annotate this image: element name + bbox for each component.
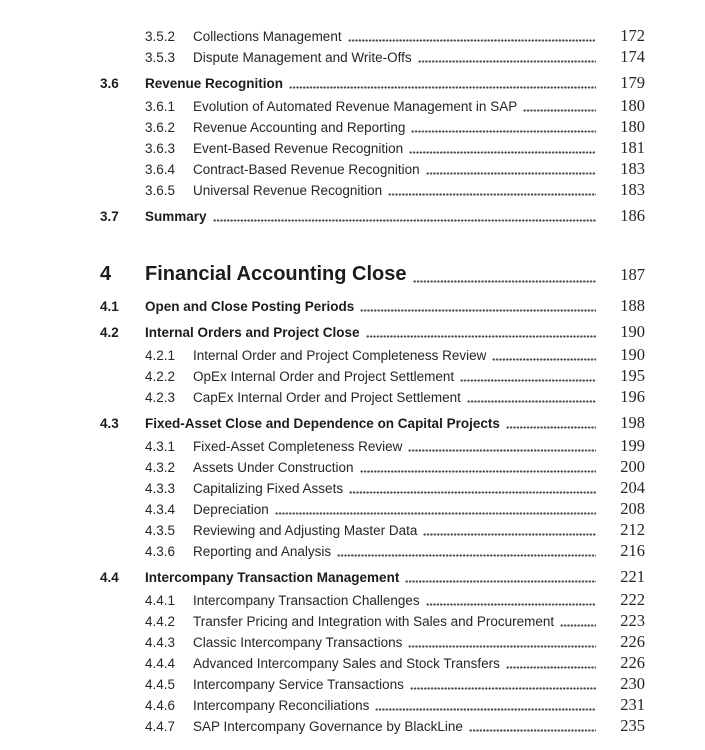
toc-entry-title: Universal Revenue Recognition <box>193 183 383 198</box>
toc-entry-title: Revenue Accounting and Reporting <box>193 120 406 135</box>
toc-entry-page: 226 <box>620 632 645 651</box>
toc-entry-number: 4.3.3 <box>145 481 176 496</box>
toc-entry-page: 183 <box>620 180 645 199</box>
dot-leader <box>348 39 596 42</box>
toc-entry-title: Fixed-Asset Completeness Review <box>193 439 403 454</box>
toc-entry-title: Fixed-Asset Close and Dependence on Capital Projects <box>145 416 500 431</box>
toc-entry-page: 188 <box>620 296 645 315</box>
toc-entry-4-3[interactable] <box>100 412 645 433</box>
toc-entry-title: Internal Order and Project Completeness Review <box>193 348 487 363</box>
toc-entry-number: 4.4 <box>100 570 119 585</box>
dot-leader <box>560 624 596 627</box>
toc-entry-4-2-3[interactable] <box>100 386 645 407</box>
toc-entry-4-2-2[interactable] <box>100 365 645 386</box>
dot-leader <box>413 280 596 283</box>
toc-entry-4-4[interactable] <box>100 566 645 587</box>
toc-entry-4-3-5[interactable] <box>100 519 645 540</box>
toc-entry-title: Depreciation <box>193 502 269 517</box>
toc-entry-4-4-7[interactable] <box>100 715 645 736</box>
toc-entry-title: Reviewing and Adjusting Master Data <box>193 523 418 538</box>
toc-entry-3-6-1[interactable] <box>100 95 645 116</box>
toc-entry-title: Financial Accounting Close <box>145 263 407 285</box>
toc-entry-page: 208 <box>620 499 645 518</box>
toc-entry-page: 181 <box>620 138 645 157</box>
toc-entry-title: Event-Based Revenue Recognition <box>193 141 404 156</box>
toc-entry-title: Intercompany Transaction Management <box>145 570 400 585</box>
dot-leader <box>467 400 596 403</box>
toc-entry-number: 3.6 <box>100 76 119 91</box>
toc-entry-3-6-2[interactable] <box>100 116 645 137</box>
toc-entry-number: 4.4.5 <box>145 677 176 692</box>
dot-leader <box>411 130 596 133</box>
toc-entry-page: 235 <box>620 716 645 735</box>
toc-entry-title: Advanced Intercompany Sales and Stock Transfers <box>193 656 500 671</box>
toc-entry-page: 198 <box>620 413 645 432</box>
dot-leader <box>405 580 596 583</box>
dot-leader <box>337 554 596 557</box>
dot-leader <box>408 449 596 452</box>
toc-entry-4-4-2[interactable] <box>100 610 645 631</box>
toc-entry-number: 4.3.2 <box>145 460 176 475</box>
dot-leader <box>275 512 596 515</box>
toc-entry-4-4-1[interactable] <box>100 589 645 610</box>
table-of-contents <box>100 25 645 736</box>
toc-entry-title: Classic Intercompany Transactions <box>193 635 403 650</box>
toc-entry-page: 204 <box>620 478 645 497</box>
dot-leader <box>375 708 596 711</box>
toc-entry-3-6-5[interactable] <box>100 179 645 200</box>
toc-entry-4-3-4[interactable] <box>100 498 645 519</box>
toc-entry-number: 3.5.2 <box>145 29 176 44</box>
dot-leader <box>408 645 596 648</box>
dot-leader <box>460 379 596 382</box>
toc-entry-title: Reporting and Analysis <box>193 544 332 559</box>
toc-entry-4-3-2[interactable] <box>100 456 645 477</box>
toc-entry-page: 221 <box>620 567 645 586</box>
toc-entry-number: 3.7 <box>100 209 119 224</box>
toc-entry-page: 174 <box>620 47 645 66</box>
dot-leader <box>366 335 596 338</box>
toc-entry-4-3-3[interactable] <box>100 477 645 498</box>
toc-entry-number: 4.4.2 <box>145 614 176 629</box>
toc-entry-page: 190 <box>620 345 645 364</box>
toc-entry-page: 179 <box>620 73 645 92</box>
toc-entry-title: OpEx Internal Order and Project Settlement <box>193 369 455 384</box>
toc-entry-number: 4.3.4 <box>145 502 176 517</box>
toc-entry-number: 4.4.3 <box>145 635 176 650</box>
dot-leader <box>409 151 596 154</box>
toc-entry-4-2-1[interactable] <box>100 344 645 365</box>
dot-leader <box>426 603 596 606</box>
toc-entry-4-4-6[interactable] <box>100 694 645 715</box>
toc-entry-4-4-5[interactable] <box>100 673 645 694</box>
toc-entry-3-6-3[interactable] <box>100 137 645 158</box>
toc-entry-3-6[interactable] <box>100 72 645 93</box>
toc-entry-page: 186 <box>620 206 645 225</box>
toc-entry-3-7[interactable] <box>100 205 645 226</box>
toc-entry-page: 187 <box>620 265 645 284</box>
toc-entry-page: 180 <box>620 96 645 115</box>
toc-entry-4-2[interactable] <box>100 321 645 342</box>
dot-leader <box>289 86 596 89</box>
toc-entry-page: 199 <box>620 436 645 455</box>
toc-entry-4-3-6[interactable] <box>100 540 645 561</box>
toc-entry-number: 4.4.4 <box>145 656 176 671</box>
toc-entry-page: 195 <box>620 366 645 385</box>
toc-entry-number: 3.6.2 <box>145 120 176 135</box>
toc-entry-title: Evolution of Automated Revenue Management in SAP <box>193 99 518 114</box>
toc-entry-number: 4.2.3 <box>145 390 176 405</box>
dot-leader <box>388 193 596 196</box>
dot-leader <box>213 219 596 222</box>
toc-entry-page: 216 <box>620 541 645 560</box>
toc-entry-title: Contract-Based Revenue Recognition <box>193 162 420 177</box>
toc-entry-number: 4 <box>100 263 112 285</box>
toc-entry-title: Intercompany Service Transactions <box>193 677 404 692</box>
toc-entry-page: 183 <box>620 159 645 178</box>
toc-entry-4-1[interactable] <box>100 295 645 316</box>
toc-entry-number: 4.3.1 <box>145 439 176 454</box>
toc-entry-title: Internal Orders and Project Close <box>145 325 360 340</box>
toc-entry-page: 200 <box>620 457 645 476</box>
toc-entry-4-4-4[interactable] <box>100 652 645 673</box>
dot-leader <box>469 729 596 732</box>
toc-entry-number: 4.4.6 <box>145 698 176 713</box>
dot-leader <box>492 358 596 361</box>
toc-entry-title: CapEx Internal Order and Project Settlement <box>193 390 461 405</box>
dot-leader <box>410 687 596 690</box>
toc-entry-title: Transfer Pricing and Integration with Sales and Procurement <box>193 614 555 629</box>
dot-leader <box>506 426 596 429</box>
toc-entry-4-4-3[interactable] <box>100 631 645 652</box>
toc-entry-title: Intercompany Reconciliations <box>193 698 370 713</box>
dot-leader <box>423 533 596 536</box>
dot-leader <box>506 666 596 669</box>
toc-entry-title: Dispute Management and Write-Offs <box>193 50 412 65</box>
toc-entry-page: 180 <box>620 117 645 136</box>
toc-entry-page: 230 <box>620 674 645 693</box>
toc-entry-3-5-2[interactable] <box>100 25 645 46</box>
dot-leader <box>523 109 596 112</box>
toc-entry-title: Collections Management <box>193 29 342 44</box>
toc-entry-page: 172 <box>620 26 645 45</box>
toc-entry-number: 4.2.2 <box>145 369 176 384</box>
dot-leader <box>349 491 596 494</box>
toc-entry-4[interactable] <box>100 258 645 290</box>
toc-entry-title: Summary <box>145 209 207 224</box>
toc-entry-number: 4.1 <box>100 299 119 314</box>
toc-entry-4-3-1[interactable] <box>100 435 645 456</box>
toc-entry-page: 196 <box>620 387 645 406</box>
toc-entry-page: 226 <box>620 653 645 672</box>
toc-entry-number: 4.3.5 <box>145 523 176 538</box>
dot-leader <box>360 309 596 312</box>
toc-entry-page: 223 <box>620 611 645 630</box>
toc-entry-number: 4.2.1 <box>145 348 176 363</box>
dot-leader <box>418 60 596 63</box>
toc-entry-page: 231 <box>620 695 645 714</box>
toc-entry-title: Capitalizing Fixed Assets <box>193 481 344 496</box>
toc-entry-page: 190 <box>620 322 645 341</box>
toc-entry-title: Open and Close Posting Periods <box>145 299 355 314</box>
toc-entry-number: 4.3.6 <box>145 544 176 559</box>
toc-entry-number: 3.6.1 <box>145 99 176 114</box>
toc-entry-number: 4.4.7 <box>145 719 176 734</box>
toc-entry-page: 222 <box>620 590 645 609</box>
toc-entry-title: Assets Under Construction <box>193 460 354 475</box>
toc-entry-number: 4.4.1 <box>145 593 176 608</box>
dot-leader <box>360 470 596 473</box>
toc-entry-page: 212 <box>620 520 645 539</box>
toc-entry-title: Revenue Recognition <box>145 76 284 91</box>
toc-entry-title: SAP Intercompany Governance by BlackLine <box>193 719 463 734</box>
toc-entry-3-6-4[interactable] <box>100 158 645 179</box>
toc-entry-title: Intercompany Transaction Challenges <box>193 593 420 608</box>
toc-entry-number: 4.2 <box>100 325 119 340</box>
toc-entry-number: 3.6.4 <box>145 162 176 177</box>
toc-entry-number: 3.6.5 <box>145 183 176 198</box>
toc-entry-number: 3.5.3 <box>145 50 176 65</box>
toc-entry-number: 3.6.3 <box>145 141 176 156</box>
toc-entry-number: 4.3 <box>100 416 119 431</box>
dot-leader <box>426 172 596 175</box>
toc-entry-3-5-3[interactable] <box>100 46 645 67</box>
